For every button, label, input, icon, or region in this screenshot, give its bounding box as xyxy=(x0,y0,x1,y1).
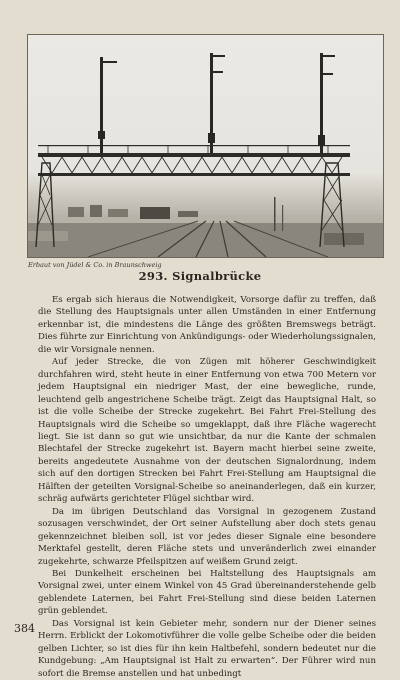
signal-bridge-illustration xyxy=(28,35,383,257)
photo-credit: Erbaut von Jüdel & Co. in Braunschweig xyxy=(28,261,162,269)
body-text xyxy=(38,294,376,680)
paragraph: Es ergab sich hieraus die Notwendigkeit, Vorsorge dafür zu treffen, daß die Stellung des Hauptsignals unter allen Umständen in einer Entfernung erkennbar ist, die mindestens die Länge des größten Bremswegs beträgt. Dies führte zur Einrichtung von Ankündigungs- oder Wiederholungssignalen, die wir Vorsignale nennen. xyxy=(38,295,376,355)
signal-bridge-photo xyxy=(27,34,384,258)
paragraph: Bei Dunkelheit erscheinen bei Haltstellung des Hauptsignals am Vorsignal zwei, unter einem Winkel von 45 Grad übereinanderstehende gelb geblendete Laternen, bei Fahrt Frei-Stellung sind diese beiden Laternen grün geblendet. xyxy=(38,568,376,617)
paragraph: Da im übrigen Deutschland das Vorsignal in gezogenem Zustand sozusagen verschwindet, der Ort seiner Aufstellung aber doch stets genau gekennzeichnet bleiben soll, ist vor jedes dieser Signale eine besondere Merktafel gestellt, deren Fläche stets und unveränderlich zwei einander zugekehrte, schwarze Pfeilspitzen auf weißem Grund zeigt. xyxy=(38,506,376,567)
page-number: 384 xyxy=(14,622,35,635)
paragraph: Auf jeder Strecke, die von Zügen mit höherer Geschwindigkeit durchfahren wird, steht heute in einer Entfernung von etwa 700 Metern vor jedem Hauptsignal ein niedriger Mast, der eine bewegliche, runde, leuchtend gelb angestrichene Scheibe trägt. Zeigt das Hauptsignal Halt, so ist die volle Scheibe der Strecke zugekehrt. Bei Fahrt Frei-Stellung des Hauptsignals wird die Scheibe so umgeklappt, daß ihre Fläche wagerecht liegt. Sie ist dann so gut wie unsichtbar, da nur die Kante der schmalen Blechtafel der Strecke zugekehrt ist. Bayern macht hierbei seine zweite, bereits angedeutete Ausnahme von der deutschen Signalordnung, indem sich auf den dortigen Strecken bei Fahrt Frei-Stellung am Hauptsignal die Hälften der geteilten Vorsignal-Scheibe so aneinanderlegen, daß ein kurzer, schräg aufwärts gerichteter Flügel sichtbar wird. xyxy=(38,357,376,505)
figure-caption: 293. Signalbrücke xyxy=(138,269,262,283)
paragraph: Das Vorsignal ist kein Gebieter mehr, sondern nur der Diener seines Herrn. Erblickt der Lokomotivführer die volle gelbe Scheibe oder die beiden gelben Lichter, so ist dies für ihn kein Haltbefehl, sondern bedeutet nur die Kundgebung: „Am Hauptsignal ist Halt zu erwarten“. Der Führer wird nun sofort die Bremse anstellen und hat unbedingt xyxy=(38,618,376,679)
